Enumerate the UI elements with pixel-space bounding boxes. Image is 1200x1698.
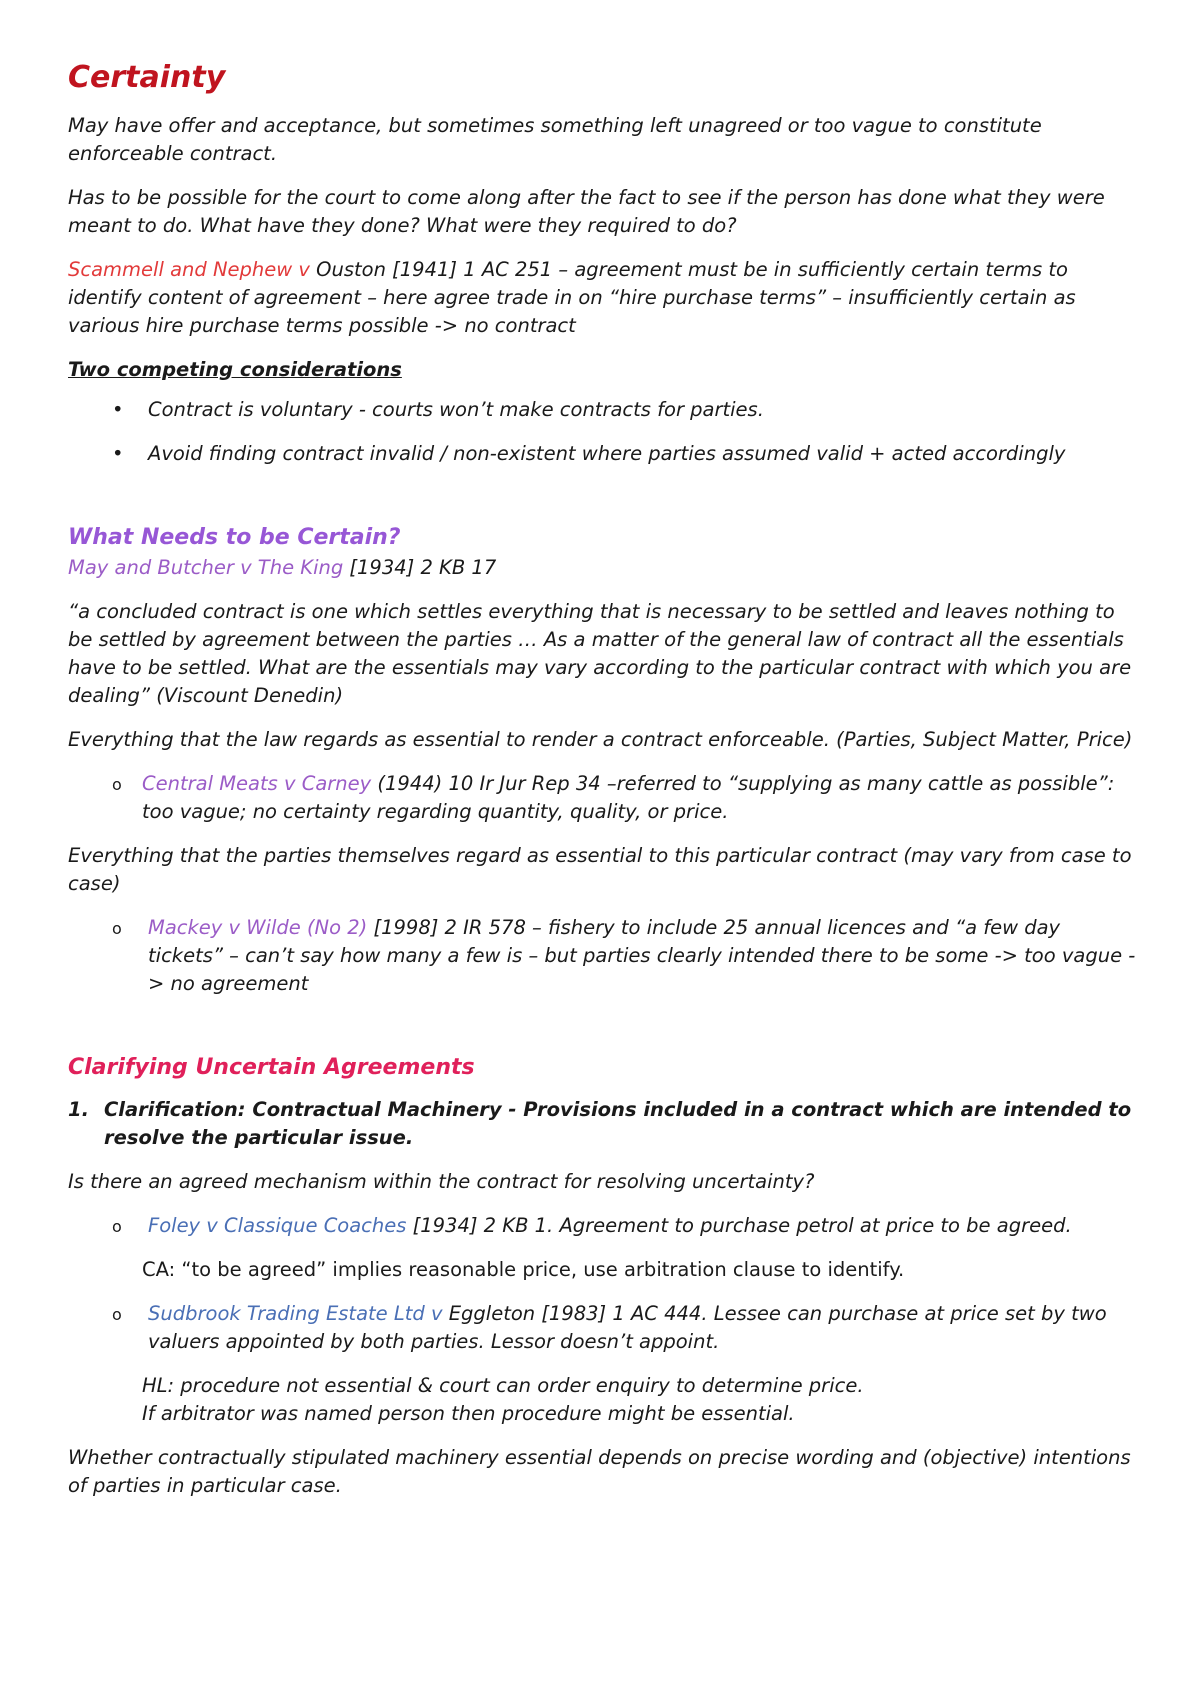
case-detail-foley: [1934] 2 KB 1. Agreement to purchase petrol at price to be agreed. <box>406 1214 1072 1237</box>
sudbrook-note-line-2: If arbitrator was named person then procedure might be essential. <box>142 1402 795 1425</box>
numbered-item <box>68 1096 1138 1152</box>
intro-paragraph-2: Has to be possible for the court to come along after the fact to see if the person has done what they were meant to do. What have they done? What were they required to do? <box>68 186 1105 237</box>
mechanism-question: Is there an agreed mechanism within the contract for resolving uncertainty? <box>68 1170 815 1193</box>
case-name-sudbrook: Sudbrook Trading Estate Ltd v <box>148 1302 443 1325</box>
case-name-scammell: Scammell and Nephew v <box>68 258 310 281</box>
case-detail-sudbrook: Eggleton [1983] 1 AC 444. Lessee can purchase at price set by two valuers appointed by both parties. Lessor doesn’t appoint. <box>148 1302 1107 1353</box>
consideration-text: Contract is voluntary - courts won’t make contracts for parties. <box>148 398 764 421</box>
sub-bullet-marker: o <box>112 919 122 938</box>
case-detail-mackey: [1998] 2 IR 578 – fishery to include 25 annual licences and “a few day tickets” – can’t say how many a few is – but parties clearly intended there to be some -> too vague -> no agreement <box>148 916 1136 995</box>
document-body <box>68 58 1138 1516</box>
scammell-case-paragraph <box>68 256 1138 340</box>
list-item <box>68 914 1138 998</box>
case-name-may-butcher: May and Butcher v The King <box>68 556 344 579</box>
list-item <box>68 1212 1138 1240</box>
consideration-text: Avoid finding contract invalid / non-existent where parties assumed valid + acted accordingly <box>148 442 1066 465</box>
list-item <box>68 396 1138 424</box>
bullet-marker: • <box>112 442 124 465</box>
parties-essentials-paragraph: Everything that the parties themselves regard as essential to this particular contract (may vary from case to case) <box>68 844 1132 895</box>
case-detail-scammell: Ouston [1941] 1 AC 251 – agreement must be in sufficiently certain terms to identify content of agreement – here agree trade in on “hire purchase terms” – insufficiently certain as various hire purchase terms possible -> no contract <box>68 258 1076 337</box>
sub-bullet-marker: o <box>112 775 122 794</box>
case-name-central-meats: Central Meats v Carney <box>142 772 372 795</box>
number-marker: 1. <box>68 1098 89 1121</box>
section-heading-what-needs-certain: What Needs to be Certain? <box>68 525 401 550</box>
sudbrook-court-note <box>68 1372 1138 1428</box>
sub-bullet-marker: o <box>112 1217 122 1236</box>
case-name-mackey: Mackey v Wilde (No 2) <box>148 916 368 939</box>
intro-paragraph-1: May have offer and acceptance, but sometimes something left unagreed or too vague to constitute enforceable contract. <box>68 114 1042 165</box>
list-item <box>68 1300 1138 1356</box>
considerations-title: Two competing considerations <box>68 358 402 381</box>
list-item <box>68 440 1138 468</box>
case-name-foley: Foley v Classique Coaches <box>148 1214 407 1237</box>
section-heading-clarifying: Clarifying Uncertain Agreements <box>68 1055 475 1080</box>
page-title: Certainty <box>68 60 226 95</box>
list-item <box>68 770 1138 826</box>
sub-bullet-marker: o <box>112 1305 122 1324</box>
case-cite-may-butcher: [1934] 2 KB 17 <box>343 556 497 579</box>
numbered-item-text: Clarification: Contractual Machinery - Provisions included in a contract which are intended to resolve the particular issue. <box>104 1098 1132 1149</box>
may-butcher-case-line <box>68 554 1138 582</box>
foley-court-note: CA: “to be agreed” implies reasonable price, use arbitration clause to identify. <box>142 1258 905 1281</box>
case-detail-central-meats: (1944) 10 Ir Jur Rep 34 –referred to “supplying as many cattle as possible”: too vague; no certainty regarding quantity, quality, or price. <box>142 772 1115 823</box>
sudbrook-note-line-1: HL: procedure not essential & court can order enquiry to determine price. <box>142 1374 864 1397</box>
denedin-quote: “a concluded contract is one which settles everything that is necessary to be settled and leaves nothing to be settled by agreement between the parties … As a matter of the general law of contract all the essentials have to be settled. What are the essentials may vary according to the particular contract with which you are dealing” (Viscount Denedin) <box>68 600 1132 707</box>
bullet-marker: • <box>112 398 124 421</box>
law-essentials-paragraph: Everything that the law regards as essential to render a contract enforceable. (Parties, Subject Matter, Price) <box>68 728 1133 751</box>
conclusion-paragraph: Whether contractually stipulated machinery essential depends on precise wording and (objective) intentions of parties in particular case. <box>68 1446 1131 1497</box>
